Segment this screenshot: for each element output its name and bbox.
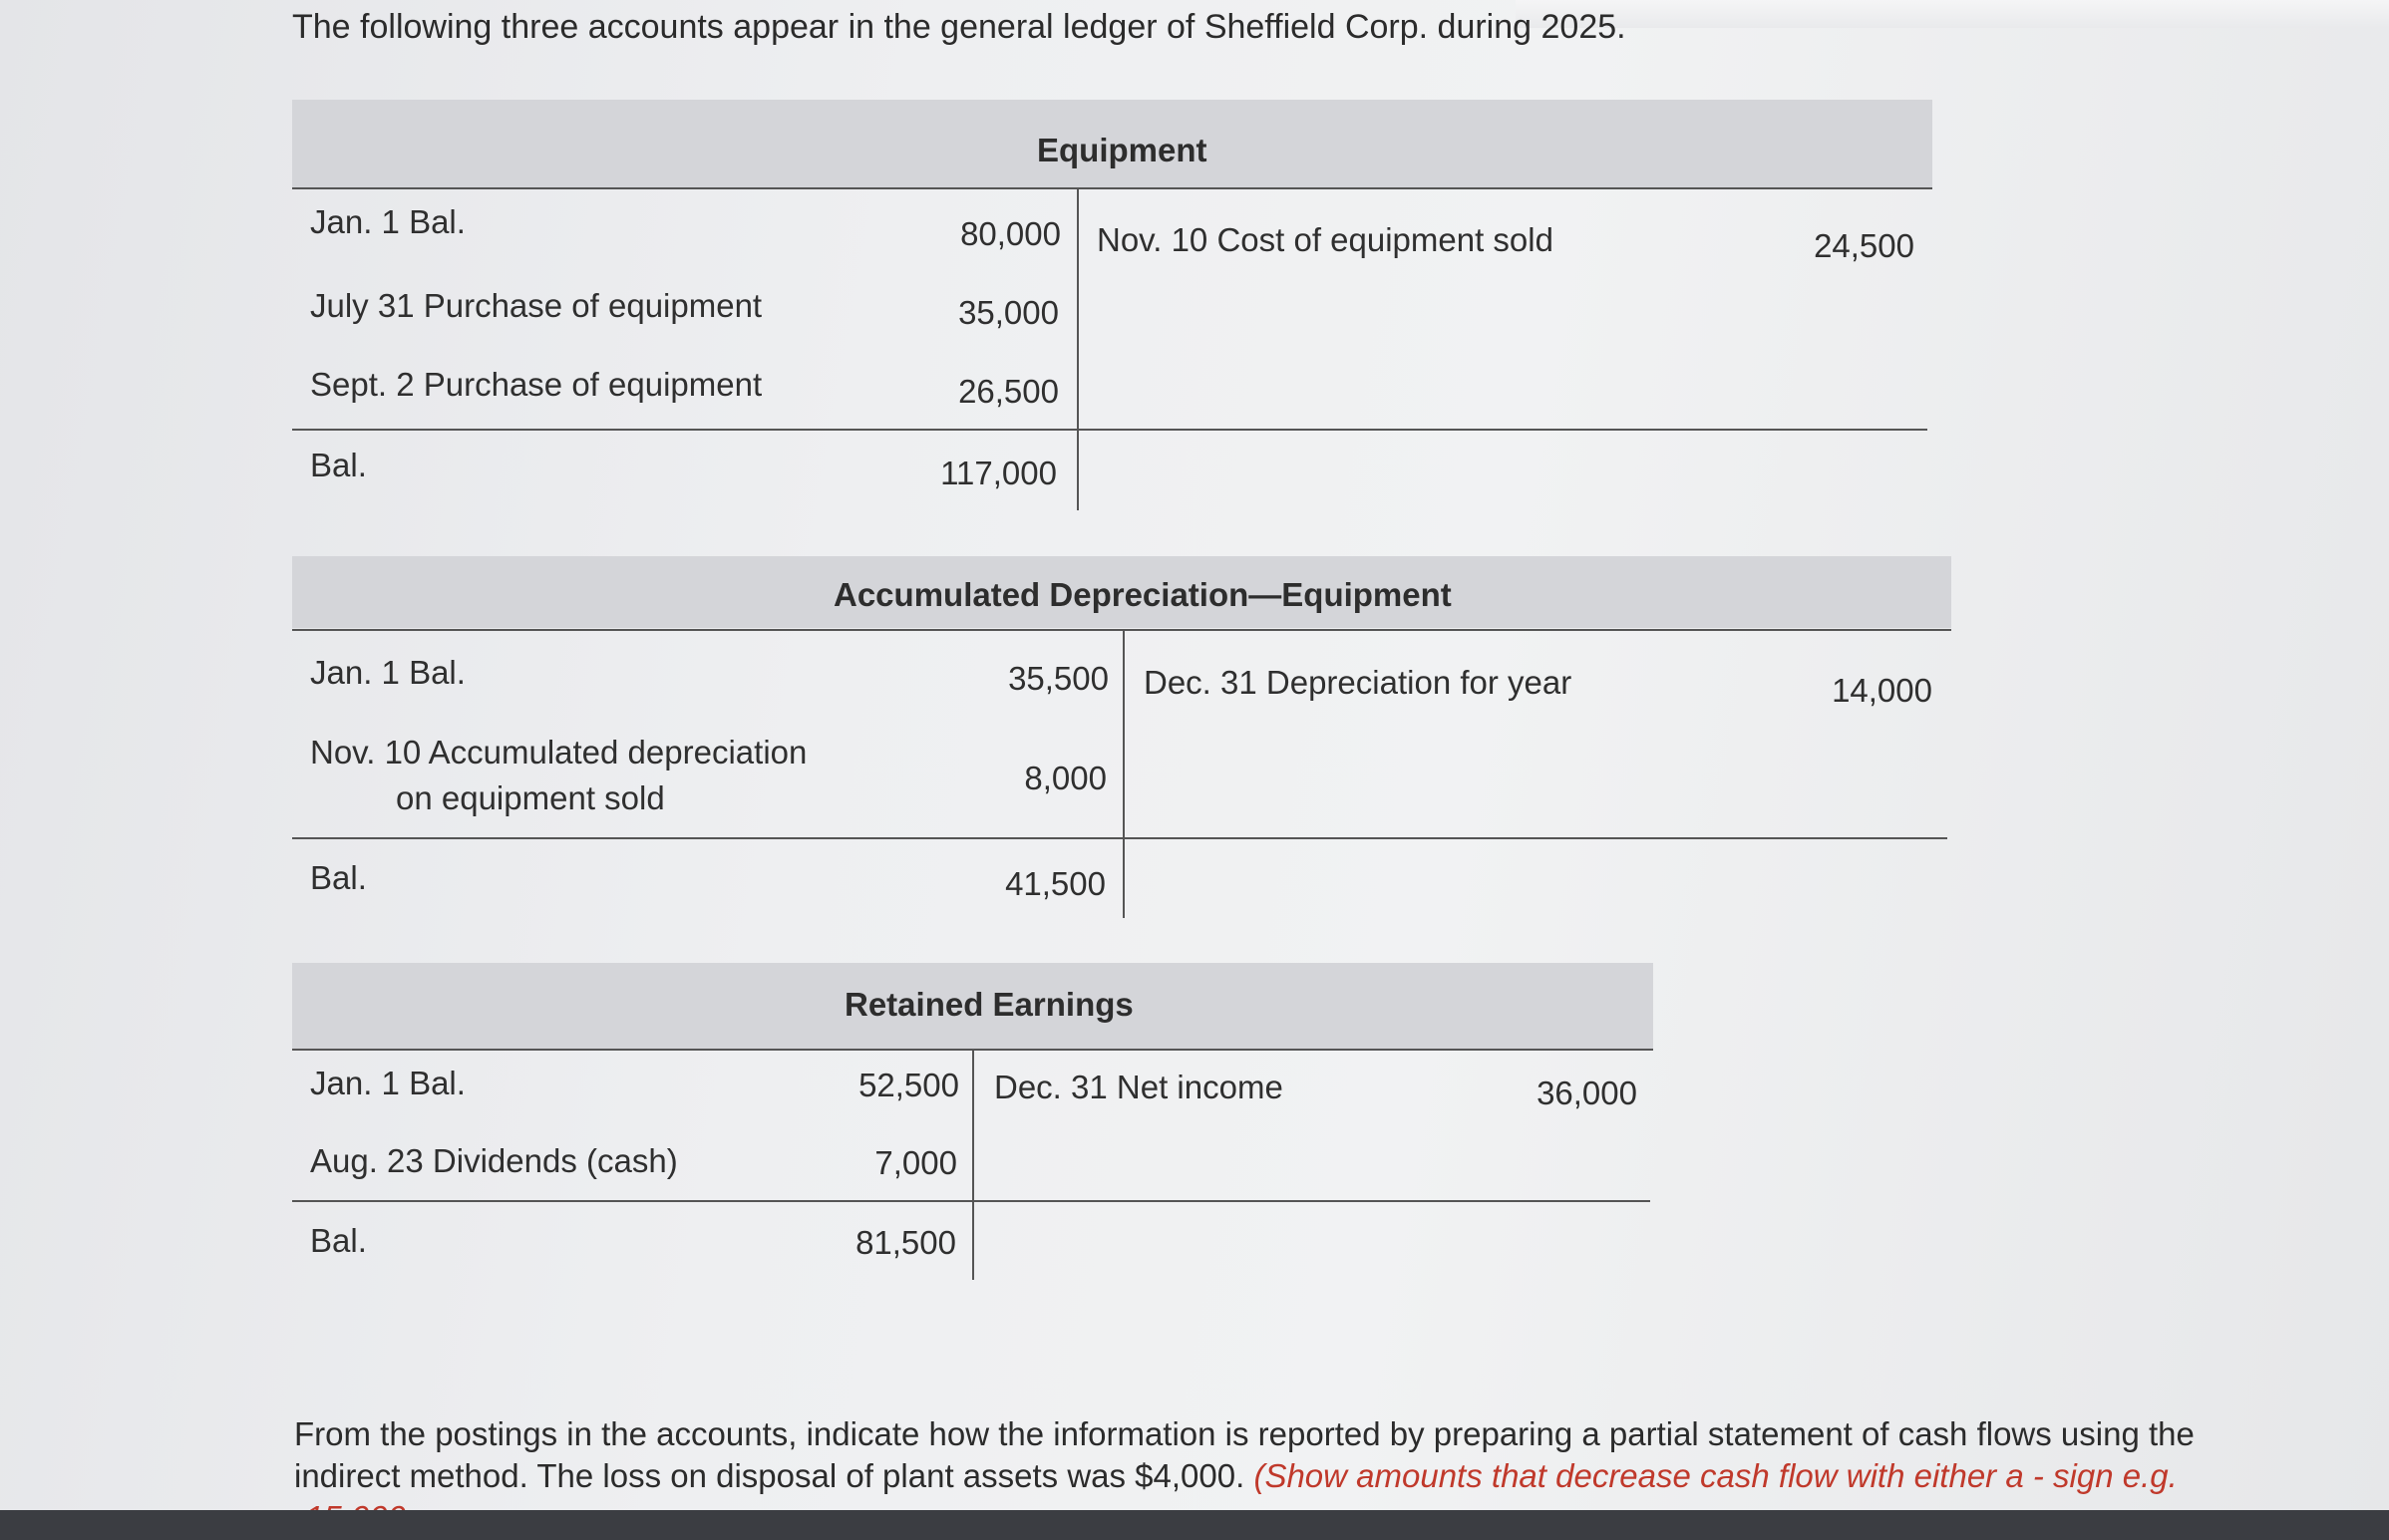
equipment-debit-amount: 26,500 xyxy=(958,373,1059,410)
accum-dep-balance-amount: 41,500 xyxy=(1005,865,1106,902)
accum-dep-credit-label: Dec. 31 Depreciation for year xyxy=(1144,664,1572,701)
retained-debit-amount: 52,500 xyxy=(858,1067,959,1103)
retained-debit-amount: 7,000 xyxy=(874,1144,957,1181)
accum-dep-debit-label: Nov. 10 Accumulated depreciation xyxy=(310,734,808,770)
accum-dep-debit-label-cont: on equipment sold xyxy=(396,779,665,816)
retained-debit-label: Aug. 23 Dividends (cash) xyxy=(310,1142,678,1179)
accum-dep-title: Accumulated Depreciation—Equipment xyxy=(834,576,1452,613)
accum-dep-top-line xyxy=(292,629,1951,631)
retained-balance-label: Bal. xyxy=(310,1222,367,1259)
screen-bottom-bar xyxy=(0,1510,2389,1540)
intro-text: The following three accounts appear in the general ledger of Sheffield Corp. during 2025. xyxy=(292,8,1626,46)
accum-dep-divider xyxy=(1123,631,1125,918)
retained-title: Retained Earnings xyxy=(845,986,1134,1023)
retained-credit-amount: 36,000 xyxy=(1536,1075,1637,1111)
equipment-credit-label: Nov. 10 Cost of equipment sold xyxy=(1097,221,1553,258)
equipment-debit-label: July 31 Purchase of equipment xyxy=(310,287,763,324)
retained-header xyxy=(292,963,1653,1049)
equipment-title: Equipment xyxy=(1037,132,1207,168)
accum-dep-debit-amount: 8,000 xyxy=(1024,760,1107,796)
equipment-header xyxy=(292,100,1932,187)
retained-divider xyxy=(972,1051,974,1280)
instructions-text: From the postings in the accounts, indicate how the information is reported by preparing a partial statement of cash flows using the indirect method. The loss on disposal of plant assets was $4,000. xyxy=(294,1415,2195,1494)
equipment-debit-label: Jan. 1 Bal. xyxy=(310,203,466,240)
equipment-balance-amount: 117,000 xyxy=(940,455,1057,491)
accum-dep-credit-amount: 14,000 xyxy=(1832,672,1932,709)
accum-dep-header xyxy=(292,556,1951,628)
instructions-note: (Show amounts that decrease cash flow with either a - sign e.g. xyxy=(1253,1457,2178,1494)
equipment-divider xyxy=(1077,189,1079,510)
retained-balance-amount: 81,500 xyxy=(855,1224,956,1261)
equipment-debit-amount: 35,000 xyxy=(958,294,1059,331)
accum-dep-balance-line xyxy=(292,837,1947,839)
equipment-balance-line xyxy=(292,429,1927,431)
page-top-edge xyxy=(1516,0,2389,28)
retained-debit-label: Jan. 1 Bal. xyxy=(310,1065,466,1101)
accum-dep-debit-amount: 35,500 xyxy=(1008,660,1109,697)
equipment-debit-label: Sept. 2 Purchase of equipment xyxy=(310,366,763,403)
accum-dep-balance-label: Bal. xyxy=(310,859,367,896)
equipment-balance-label: Bal. xyxy=(310,447,367,483)
equipment-debit-amount: 80,000 xyxy=(960,215,1061,252)
retained-credit-label: Dec. 31 Net income xyxy=(994,1069,1283,1105)
retained-balance-line xyxy=(292,1200,1650,1202)
accum-dep-debit-label: Jan. 1 Bal. xyxy=(310,654,466,691)
equipment-top-line xyxy=(292,187,1932,189)
equipment-credit-amount: 24,500 xyxy=(1814,227,1914,264)
